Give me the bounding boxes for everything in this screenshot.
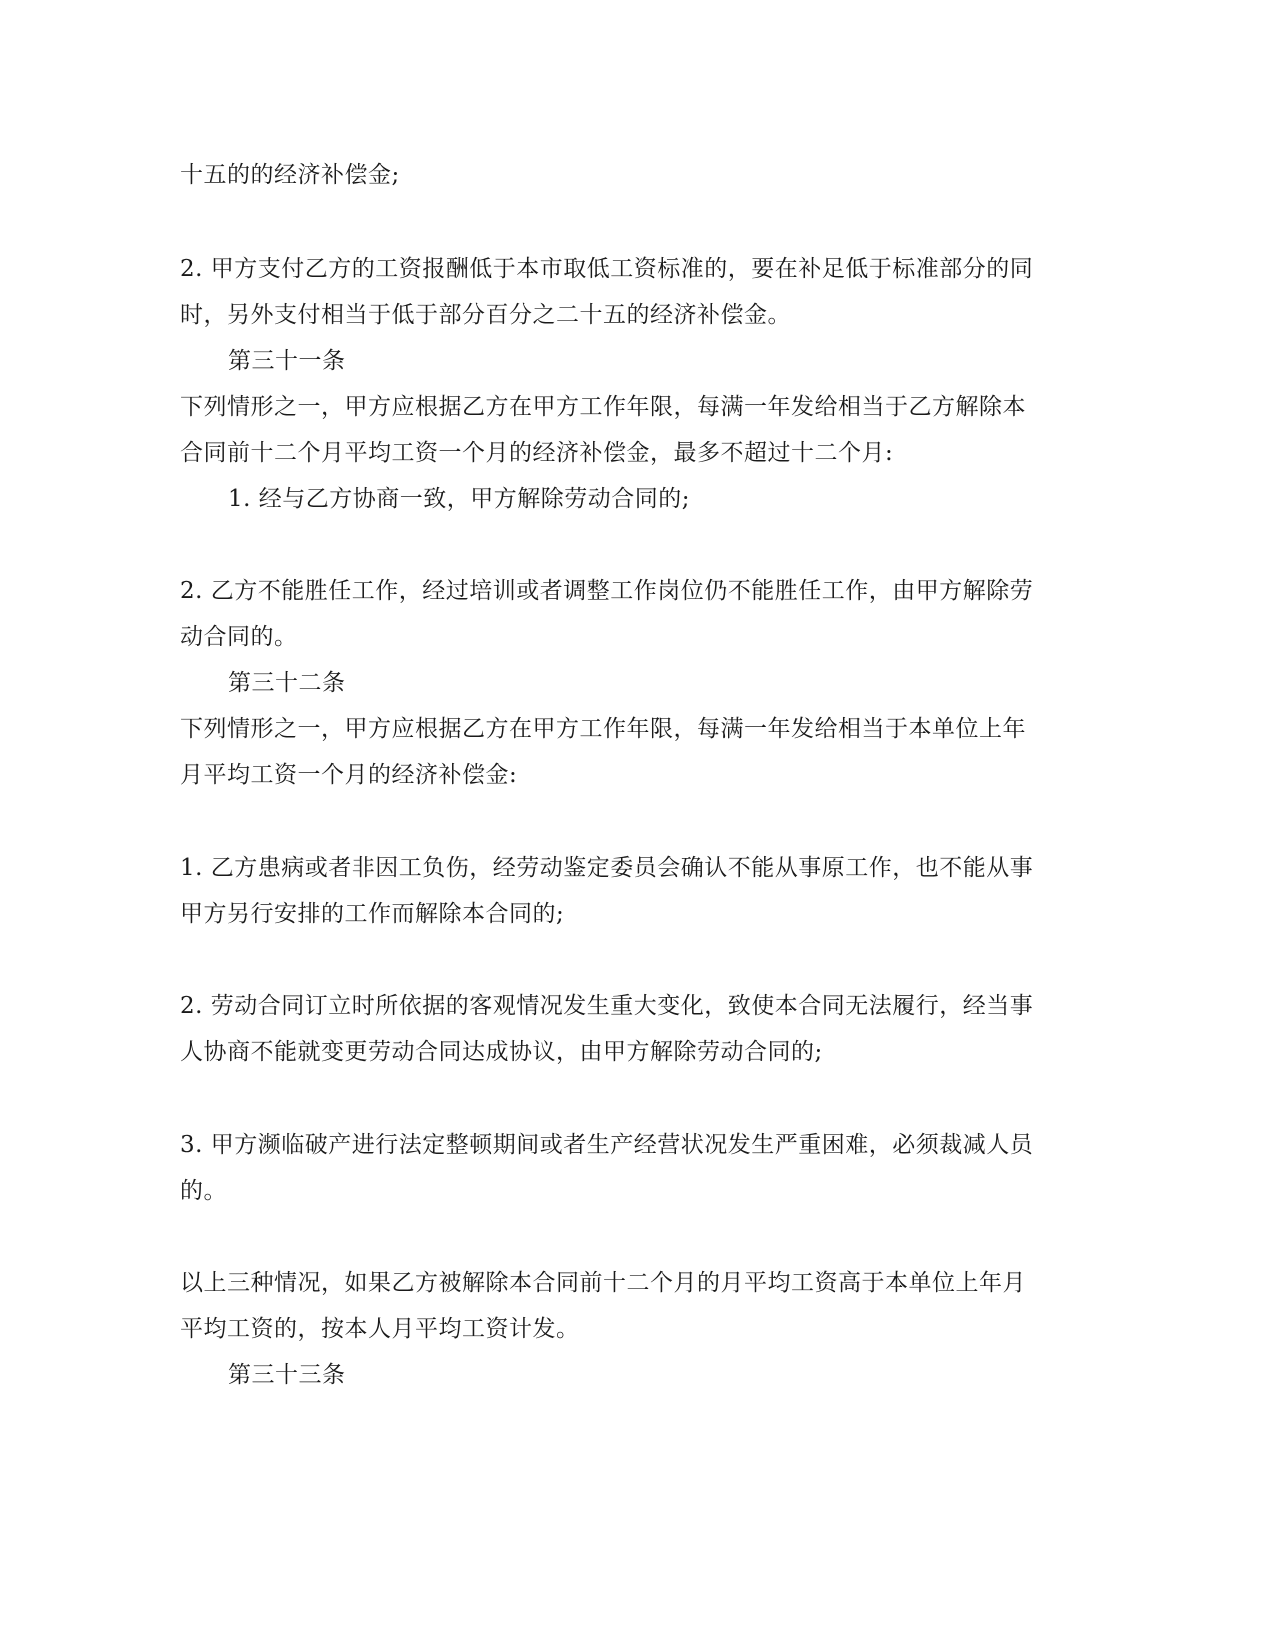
text-line: 3. 甲方濒临破产进行法定整顿期间或者生产经营状况发生严重困难，必须裁减人员: [180, 1132, 1034, 1158]
text-line: 平均工资的，按本人月平均工资计发。: [180, 1316, 580, 1342]
text-line: 合同前十二个月平均工资一个月的经济补偿金，最多不超过十二个月:: [180, 440, 894, 466]
text-line: 月平均工资一个月的经济补偿金:: [180, 762, 518, 788]
text-line: 以上三种情况，如果乙方被解除本合同前十二个月的月平均工资高于本单位上年月: [180, 1270, 1026, 1296]
article-heading: 第三十二条: [228, 670, 346, 696]
text-line: 人协商不能就变更劳动合同达成协议，由甲方解除劳动合同的;: [180, 1039, 823, 1065]
text-line: 2. 乙方不能胜任工作，经过培训或者调整工作岗位仍不能胜任工作，由甲方解除劳: [180, 578, 1034, 604]
text-line: 2. 劳动合同订立时所依据的客观情况发生重大变化，致使本合同无法履行，经当事: [180, 993, 1034, 1019]
text-line: 下列情形之一，甲方应根据乙方在甲方工作年限，每满一年发给相当于乙方解除本: [180, 394, 1026, 420]
article-heading: 第三十一条: [228, 348, 346, 374]
text-line: 十五的的经济补偿金;: [180, 162, 400, 188]
text-line: 1. 乙方患病或者非因工负伤，经劳动鉴定委员会确认不能从事原工作，也不能从事: [180, 855, 1034, 881]
text-line: 2. 甲方支付乙方的工资报酬低于本市取低工资标准的，要在补足低于标准部分的同: [180, 256, 1034, 282]
text-line: 时，另外支付相当于低于部分百分之二十五的经济补偿金。: [180, 302, 791, 328]
text-line: 1. 经与乙方协商一致，甲方解除劳动合同的;: [228, 486, 691, 512]
text-line: 甲方另行安排的工作而解除本合同的;: [180, 901, 565, 927]
article-heading: 第三十三条: [228, 1362, 346, 1388]
text-line: 的。: [180, 1178, 227, 1204]
text-line: 下列情形之一，甲方应根据乙方在甲方工作年限，每满一年发给相当于本单位上年: [180, 716, 1026, 742]
text-line: 动合同的。: [180, 624, 298, 650]
